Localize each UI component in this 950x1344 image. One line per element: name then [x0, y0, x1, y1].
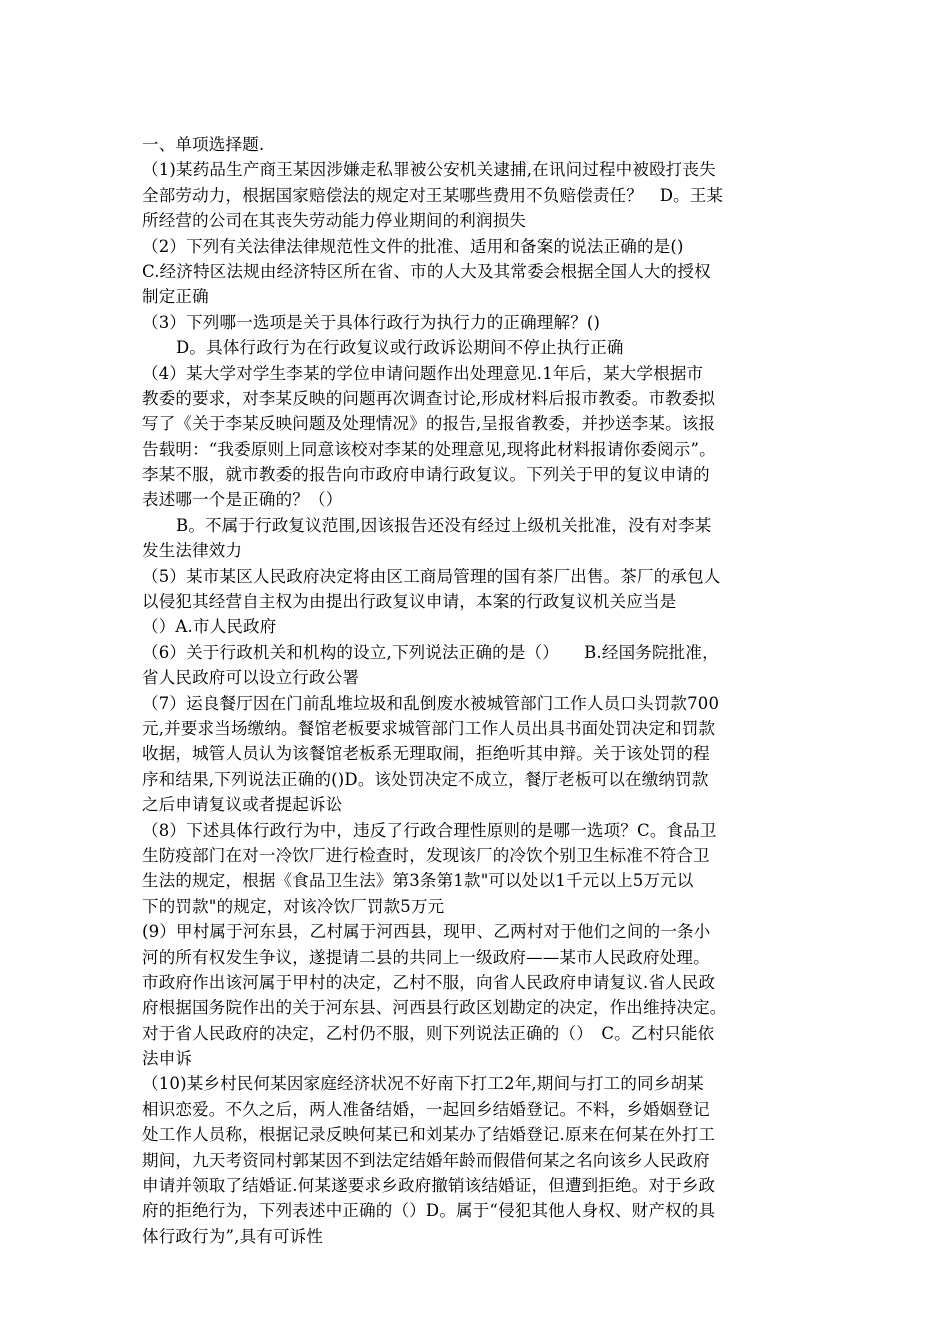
question-8-line-4: 下的罚款"的规定，对该冷饮厂罚款5万元	[142, 896, 445, 916]
question-9-line-3: 市政府作出该河属于甲村的决定，乙村不服，向省人民政府申请复议.省人民政	[142, 972, 716, 992]
question-7-line-1: （7）运良餐厅因在门前乱堆垃圾和乱倒废水被城管部门工作人员口头罚款700	[142, 693, 720, 713]
question-9-line-1: (9）甲村属于河东县，乙村属于河西县，现甲、乙两村对于他们之间的一条小	[142, 922, 711, 942]
question-7-line-2: 元,并要求当场缴纳。餐馆老板要求城管部门工作人员出具书面处罚决定和罚款	[142, 718, 716, 738]
question-9-line-6: 法申诉	[142, 1049, 193, 1069]
question-2-line-2: C.经济特区法规由经济特区所在省、市的人大及其常委会根据全国人大的授权	[142, 261, 711, 281]
question-8-line-2: 生防疫部门在对一冷饮厂进行检查时，发现该厂的冷饮个别卫生标准不符合卫	[142, 845, 710, 865]
question-6-line-2: 省人民政府可以设立行政公署	[142, 668, 360, 688]
question-4-line-6: 表述哪一个是正确的？（）	[142, 490, 343, 510]
question-10-line-2: 相识恋爱。不久之后，两人准备结婚，一起回乡结婚登记。不料，乡婚姻登记	[142, 1099, 710, 1119]
document-body	[142, 132, 826, 1249]
question-4-line-1: （4）某大学对学生李某的学位申请问题作出处理意见.1年后，某大学根据市	[142, 363, 704, 383]
question-3-answer: D。具体行政行为在行政复议或行政诉讼期间不停止执行正确	[176, 338, 624, 358]
section-heading: 一、单项选择题.	[142, 135, 265, 154]
question-4-line-2: 教委的要求，对李某反映的问题再次调查讨论,形成材料后报市教委。市教委拟	[142, 388, 716, 408]
question-6-line-1: （6）关于行政机关和机构的设立,下列说法正确的是（） B.经国务院批准，	[142, 642, 719, 662]
question-9-line-4: 府根据国务院作出的关于河东县、河西县行政区划勘定的决定，作出维持决定。	[142, 998, 727, 1018]
question-1-line-3: 所经营的公司在其丧失劳动能力停业期间的利润损失	[142, 211, 527, 231]
question-4-answer-line-1: B。不属于行政复议范围,因该报告还没有经过上级机关批准，没有对李某	[176, 515, 712, 535]
question-2-line-1: （2）下列有关法律法律规范性文件的批准、适用和备案的说法正确的是()	[142, 236, 684, 256]
question-2-line-3: 制定正确	[142, 287, 209, 307]
question-4-line-5: 李某不服，就市教委的报告向市政府申请行政复议。下列关于甲的复议申请的	[142, 465, 710, 485]
question-4-answer-line-2: 发生法律效力	[142, 541, 243, 561]
question-10-line-6: 府的拒绝行为，下列表述中正确的（）D。属于“侵犯其他人身权、财产权的具	[142, 1201, 716, 1221]
question-7-line-3: 收据，城管人员认为该餐馆老板系无理取闹，拒绝听其申辩。关于该处罚的程	[142, 744, 710, 764]
question-9-line-2: 河的所有权发生争议，遂提请二县的共同上一级政府——某市人民政府处理。	[142, 947, 710, 967]
question-5-line-1: （5）某市某区人民政府决定将由区工商局管理的国有茶厂出售。茶厂的承包人	[142, 566, 721, 586]
question-4-line-4: 告载明：“我委原则上同意该校对李某的处理意见,现将此材料报请你委阅示”。	[142, 439, 716, 459]
question-10-line-7: 体行政行为”,具有可诉性	[142, 1226, 324, 1246]
question-8-line-3: 生法的规定，根据《食品卫生法》第3条第1款"可以处以1千元以上5万元以	[142, 871, 694, 891]
question-5-line-2: 以侵犯其经营自主权为由提出行政复议申请，本案的行政复议机关应当是	[142, 592, 677, 612]
question-8-line-1: （8）下述具体行政行为中，违反了行政合理性原则的是哪一选项？C。食品卫	[142, 820, 717, 840]
question-5-line-3: （）A.市人民政府	[142, 617, 277, 637]
question-7-line-5: 之后申请复议或者提起诉讼	[142, 795, 343, 815]
question-9-line-5: 对于省人民政府的决定，乙村仍不服，则下列说法正确的（） C。乙村只能依	[142, 1023, 715, 1043]
question-10-line-1: （10)某乡村民何某因家庭经济状况不好南下打工2年,期间与打工的同乡胡某	[142, 1074, 704, 1094]
question-1-line-1: （1)某药品生产商王某因涉嫌走私罪被公安机关逮捕,在讯问过程中被殴打丧失	[142, 160, 716, 180]
question-10-line-4: 期间，九天考资同村郭某因不到法定结婚年龄而假借何某之名向该乡人民政府	[142, 1150, 710, 1170]
question-10-line-3: 处工作人员称，根据记录反映何某已和刘某办了结婚登记.原来在何某在外打工	[142, 1125, 716, 1145]
question-3-line-1: （3）下列哪一选项是关于具体行政行为执行力的正确理解？()	[142, 312, 601, 332]
question-7-line-4: 序和结果,下列说法正确的()D。该处罚决定不成立，餐厅老板可以在缴纳罚款	[142, 769, 709, 789]
question-1-line-2: 全部劳动力，根据国家赔偿法的规定对王某哪些费用不负赔偿责任？ D。王某	[142, 185, 724, 205]
question-10-line-5: 申请并领取了结婚证.何某遂要求乡政府撤销该结婚证，但遭到拒绝。对于乡政	[142, 1176, 716, 1196]
question-4-line-3: 写了《关于李某反映问题及处理情况》的报告,呈报省教委，并抄送李某。该报	[142, 414, 716, 434]
